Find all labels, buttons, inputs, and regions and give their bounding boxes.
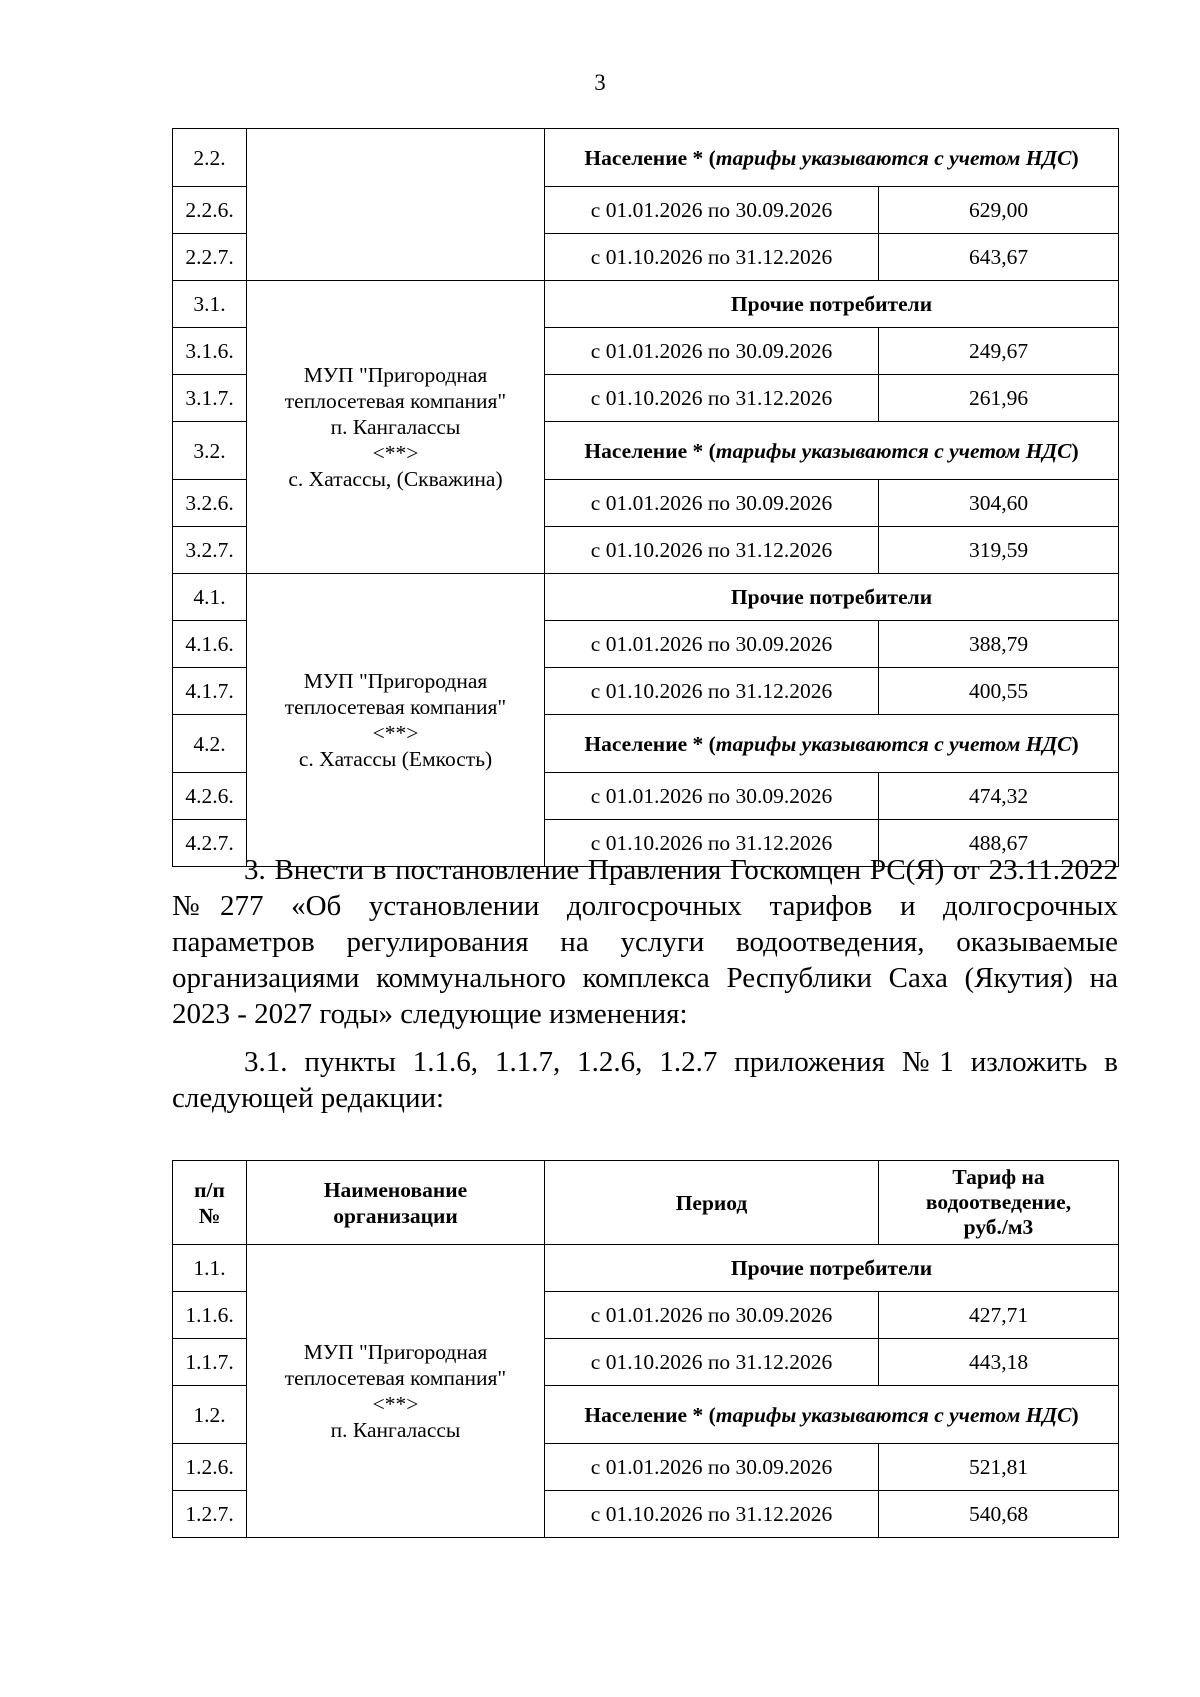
row-number: 2.2.6. [173,187,247,234]
table-row [173,129,1119,187]
table-row [173,281,1119,328]
period-cell: с 01.01.2026 по 30.09.2026 [545,1444,879,1491]
tariff-table-continuation [172,128,1119,867]
value-cell: 388,79 [879,621,1119,668]
row-number: 4.2.7. [173,820,247,867]
value-cell: 643,67 [879,234,1119,281]
value-cell: 249,67 [879,328,1119,375]
row-number: 1.1.6. [173,1292,247,1339]
period-cell: с 01.01.2026 по 30.09.2026 [545,1292,879,1339]
table-row [173,574,1119,621]
value-cell: 629,00 [879,187,1119,234]
row-number: 1.2. [173,1386,247,1444]
period-cell: с 01.10.2026 по 31.12.2026 [545,234,879,281]
header-number: п/п № [173,1161,247,1245]
organization-cell: МУП "Пригородная теплосетевая компания" <**> п. Кангалассы [247,1245,545,1538]
period-cell: с 01.01.2026 по 30.09.2026 [545,773,879,820]
period-cell: с 01.10.2026 по 31.12.2026 [545,1491,879,1538]
value-cell: 521,81 [879,1444,1119,1491]
table-header-row [173,1161,1119,1245]
category-header: Прочие потребители [545,574,1119,621]
row-number: 1.2.7. [173,1491,247,1538]
header-period: Период [545,1161,879,1245]
organization-cell: МУП "Пригородная теплосетевая компания" <**> с. Хатассы (Емкость) [247,574,545,867]
category-header: Прочие потребители [545,281,1119,328]
org-cell-empty [247,129,545,281]
row-number: 4.1. [173,574,247,621]
row-number: 3.1. [173,281,247,328]
tariff-table-sewage [172,1160,1119,1538]
period-cell: с 01.01.2026 по 30.09.2026 [545,480,879,527]
header-organization: Наименование организации [247,1161,545,1245]
row-number: 1.1.7. [173,1339,247,1386]
row-number: 3.2. [173,422,247,480]
row-number: 3.1.7. [173,375,247,422]
row-number: 2.2. [173,129,247,187]
value-cell: 443,18 [879,1339,1119,1386]
organization-cell: МУП "Пригородная теплосетевая компания" п. Кангалассы <**> с. Хатассы, (Скважина) [247,281,545,574]
value-cell: 488,67 [879,820,1119,867]
value-cell: 261,96 [879,375,1119,422]
category-header: Прочие потребители [545,1245,1119,1292]
period-cell: с 01.10.2026 по 31.12.2026 [545,820,879,867]
table-row [173,1245,1119,1292]
row-number: 4.1.6. [173,621,247,668]
value-cell: 427,71 [879,1292,1119,1339]
period-cell: с 01.01.2026 по 30.09.2026 [545,621,879,668]
category-header: Население * (тарифы указываются с учетом НДС) [545,129,1119,187]
row-number: 3.1.6. [173,328,247,375]
paragraph-3: 3. Внести в постановление Правления Госкомцен РС(Я) от 23.11.2022 №277 «Об установлении долгосрочных тарифов и долгосрочных параметров регулирования на услуги водоотведения, оказываемые организациями коммунального комплекса Республики Саха (Якутия) на 2023 - 2027 годы» следующие изменения: [172,854,1118,1030]
period-cell: с 01.10.2026 по 31.12.2026 [545,1339,879,1386]
category-header: Население * (тарифы указываются с учетом НДС) [545,715,1119,773]
row-number: 3.2.6. [173,480,247,527]
row-number: 4.2. [173,715,247,773]
row-number: 1.1. [173,1245,247,1292]
period-cell: с 01.10.2026 по 31.12.2026 [545,668,879,715]
row-number: 4.2.6. [173,773,247,820]
period-cell: с 01.01.2026 по 30.09.2026 [545,187,879,234]
paragraph-3-1: 3.1. пункты 1.1.6, 1.1.7, 1.2.6, 1.2.7 приложения №1 изложить в следующей редакции: [172,1046,1118,1114]
header-tariff: Тариф на водоотведение, руб./м3 [879,1161,1119,1245]
value-cell: 319,59 [879,527,1119,574]
category-header: Население * (тарифы указываются с учетом НДС) [545,1386,1119,1444]
row-number: 2.2.7. [173,234,247,281]
value-cell: 540,68 [879,1491,1119,1538]
period-cell: с 01.10.2026 по 31.12.2026 [545,527,879,574]
category-header: Население * (тарифы указываются с учетом НДС) [545,422,1119,480]
row-number: 1.2.6. [173,1444,247,1491]
row-number: 3.2.7. [173,527,247,574]
value-cell: 304,60 [879,480,1119,527]
value-cell: 474,32 [879,773,1119,820]
row-number: 4.1.7. [173,668,247,715]
period-cell: с 01.10.2026 по 31.12.2026 [545,375,879,422]
page-number: 3 [594,70,606,95]
period-cell: с 01.01.2026 по 30.09.2026 [545,328,879,375]
value-cell: 400,55 [879,668,1119,715]
